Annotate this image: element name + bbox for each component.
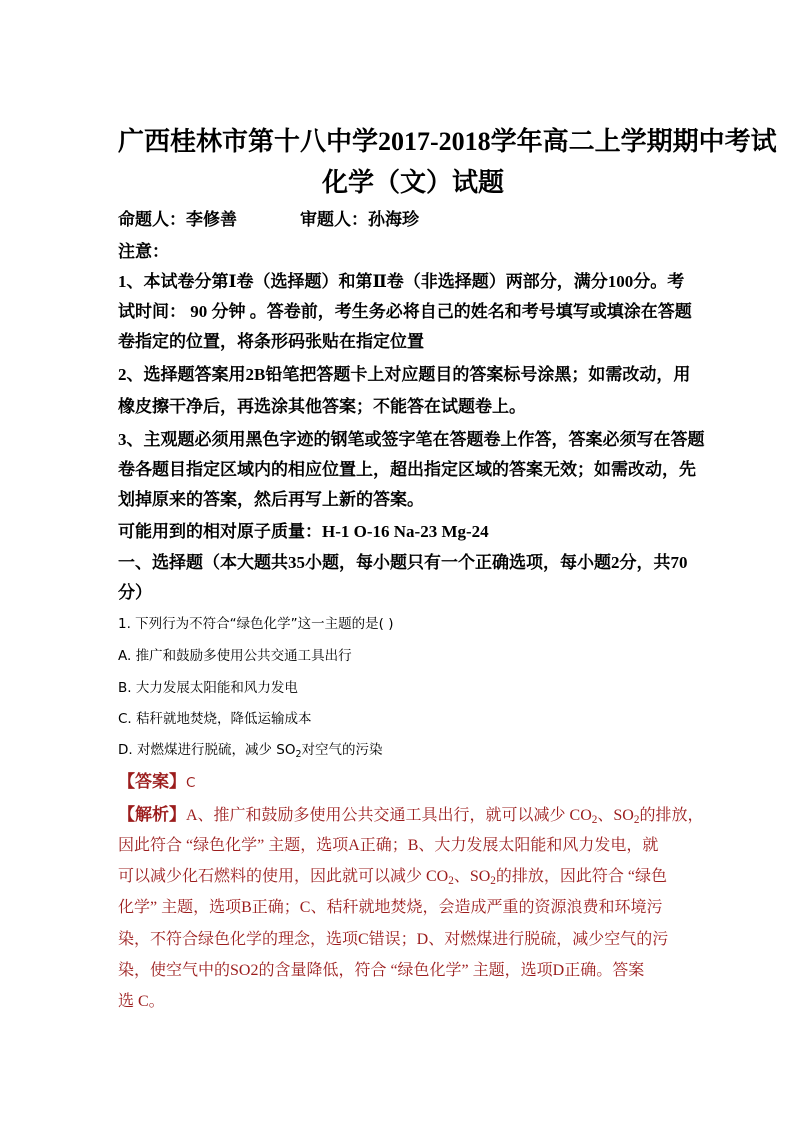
answer-line	[118, 767, 195, 792]
option-d-text-end: 对空气的污染	[301, 742, 383, 758]
analysis-line	[118, 863, 667, 887]
analysis-line: 染，使空气中的SO2的含量降低，符合 “绿色化学” 主题，选项D正确。答案	[118, 962, 645, 979]
analysis-line: 因此符合 “绿色化学” 主题，选项A正确；B、大力发展太阳能和风力发电，就	[118, 837, 659, 854]
analysis-line: 选 C。	[118, 993, 165, 1010]
question-stem: 1. 下列行为不符合“绿色化学”这一主题的是( )	[118, 616, 394, 632]
notes-line: 卷指定的位置，将条形码张贴在指定位置	[118, 332, 424, 351]
option-a: A. 推广和鼓励多使用公共交通工具出行	[118, 648, 352, 664]
analysis-subscript: 2	[591, 814, 598, 826]
notes-heading: 注意：	[118, 242, 169, 261]
analysis-text: 的排放，因此符合 “绿色	[495, 868, 667, 885]
answer-label: 【答案】	[118, 772, 186, 791]
analysis-text: 的排放，	[639, 807, 704, 824]
analysis-line: 化学” 主题，选项B正确；C、秸秆就地焚烧，会造成严重的资源浪费和环境污	[118, 899, 663, 916]
notes-line: 3、主观题必须用黑色字迹的钢笔或签字笔在答题卷上作答，答案必须写在答题	[118, 430, 705, 449]
analysis-text: 可以减少化石燃料的使用，因此就可以减少 CO	[118, 868, 449, 885]
analysis-subscript: 2	[490, 875, 496, 887]
notes-line: 1、本试卷分第Ⅰ卷（选择题）和第Ⅱ卷（非选择题）两部分，满分100分。考	[118, 272, 685, 291]
option-d-subscript: 2	[295, 749, 302, 760]
notes-line: 2、选择题答案用2B铅笔把答题卡上对应题目的答案标号涂黑；如需改动，用	[118, 365, 691, 384]
option-d	[118, 738, 382, 760]
notes-line: 橡皮擦干净后，再选涂其他答案；不能答在试题卷上。	[118, 397, 526, 416]
notes-line: 划掉原来的答案，然后再写上新的答案。	[118, 490, 424, 509]
answer-value: C	[186, 775, 196, 791]
section-heading-cont: 分）	[118, 583, 152, 602]
atomic-masses: 可能用到的相对原子质量：H-1 O-16 Na-23 Mg-24	[118, 522, 489, 541]
notes-line: 卷各题目指定区域内的相应位置上，超出指定区域的答案无效；如需改动，先	[118, 460, 696, 479]
option-c: C. 秸秆就地焚烧，降低运输成本	[118, 711, 312, 727]
analysis-text: 、SO	[597, 807, 634, 824]
option-b: B. 大力发展太阳能和风力发电	[118, 680, 298, 696]
analysis-subscript: 2	[448, 875, 454, 887]
document-title-line1: 广西桂林市第十八中学2017-2018学年高二上学期期中考试	[118, 127, 777, 156]
analysis-line	[118, 800, 703, 826]
document-title-line2: 化学（文）试题	[322, 168, 505, 197]
section-heading: 一、选择题（本大题共35小题，每小题只有一个正确选项，每小题2分，共70	[118, 553, 688, 572]
analysis-text: A、推广和鼓励多使用公共交通工具出行，就可以减少 CO	[186, 807, 592, 824]
setter-label: 命题人：李修善	[118, 210, 237, 229]
analysis-line: 染，不符合绿色化学的理念，选项C错误；D、对燃煤进行脱硫，减少空气的污	[118, 931, 669, 948]
option-d-text: D. 对燃煤进行脱硫，减少 SO	[118, 742, 296, 758]
analysis-text: 、SO	[453, 868, 491, 885]
analysis-label: 【解析】	[118, 805, 186, 824]
notes-line: 试时间： 90 分钟 。答卷前，考生务必将自己的姓名和考号填写或填涂在答题	[118, 302, 692, 321]
reviewer-label: 审题人：孙海珍	[300, 210, 419, 229]
analysis-subscript: 2	[633, 814, 640, 826]
